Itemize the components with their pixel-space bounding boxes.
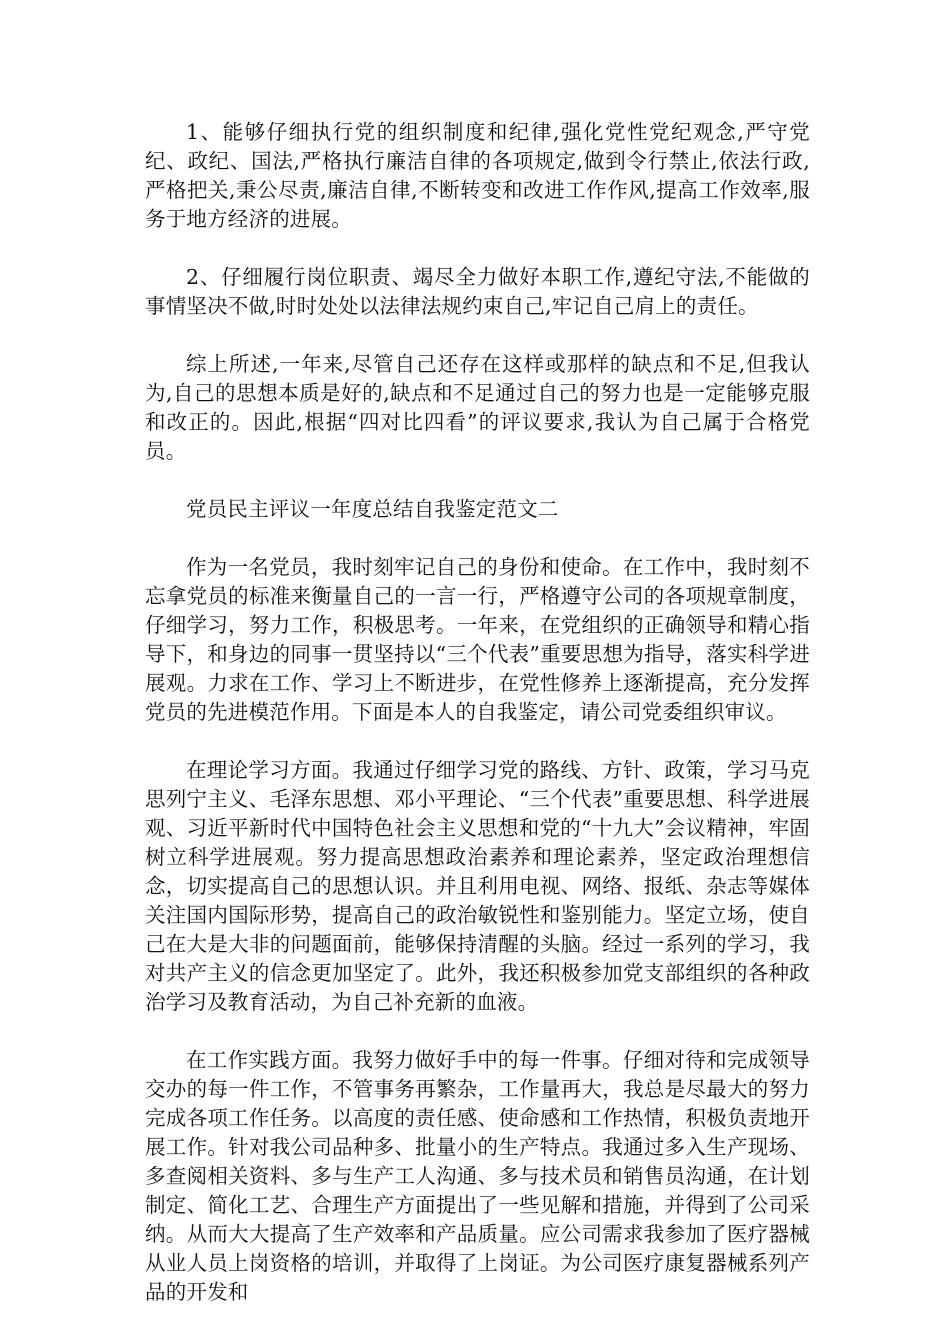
document-body: [145, 118, 810, 1336]
paragraph-summary: 综上所述,一年来,尽管自己还存在这样或那样的缺点和不足,但我认为,自己的思想本质是好的,缺点和不足通过自己的努力也是一定能够克服和改正的。因此,根据“四对比四看”的评议要求,我认为自己属于合格党员。: [145, 352, 810, 463]
paragraph-item-2: 2、仔细履行岗位职责、竭尽全力做好本职工作,遵纪守法,不能做的事情坚决不做,时时处处以法律法规约束自己,牢记自己肩上的责任。: [145, 265, 810, 318]
paragraph-item-1: 1、能够仔细执行党的组织制度和纪律,强化党性党纪观念,严守党纪、政纪、国法,严格执行廉洁自律的各项规定,做到令行禁止,依法行政,严格把关,秉公尽责,廉洁自律,不断转变和改进工作作风,提高工作效率,服务于地方经济的进展。: [145, 120, 810, 231]
paragraph-theory-study: 在理论学习方面。我通过仔细学习党的路线、方针、政策，学习马克思列宁主义、毛泽东思想、邓小平理论、“三个代表”重要思想、科学进展观、习近平新时代中国特色社会主义思想和党的“十九大”会议精神，牢固树立科学进展观。努力提高思想政治素养和理论素养，坚定政治理想信念，切实提高自己的思想认识。并且利用电视、网络、报纸、杂志等媒体关注国内国际形势，提高自己的政治敏锐性和鉴别能力。坚定立场，使自己在大是大非的问题面前，能够保持清醒的头脑。经过一系列的学习，我对共产主义的信念更加坚定了。此外，我还积极参加党支部组织的各种政治学习及教育活动，为自己补充新的血液。: [145, 758, 810, 1014]
section-title: 党员民主评议一年度总结自我鉴定范文二: [186, 497, 559, 521]
paragraph-intro: 作为一名党员，我时刻牢记自己的身份和使命。在工作中，我时刻不忘拿党员的标准来衡量自己的一言一行，严格遵守公司的各项规章制度，仔细学习，努力工作，积极思考。一年来，在党组织的正确领导和精心指导下，和身边的同事一贯坚持以“三个代表”重要思想为指导，落实科学进展观。力求在工作、学习上不断进步，在党性修养上逐渐提高，充分发挥党员的先进模范作用。下面是本人的自我鉴定，请公司党委组织审议。: [145, 555, 810, 724]
paragraph-work-practice: 在工作实践方面。我努力做好手中的每一件事。仔细对待和完成领导交办的每一件工作，不管事务再繁杂，工作量再大，我总是尽最大的努力完成各项工作任务。以高度的责任感、使命感和工作热情，积极负责地开展工作。针对我公司品种多、批量小的生产特点。我通过多入生产现场、多查阅相关资料、多与生产工人沟通、多与技术员和销售员沟通，在计划制定、简化工艺、合理生产方面提出了一些见解和措施，并得到了公司采纳。从而大大提高了生产效率和产品质量。应公司需求我参加了医疗器械从业人员上岗资格的培训，并取得了上岗证。为公司医疗康复器械系列产品的开发和: [145, 1048, 810, 1304]
